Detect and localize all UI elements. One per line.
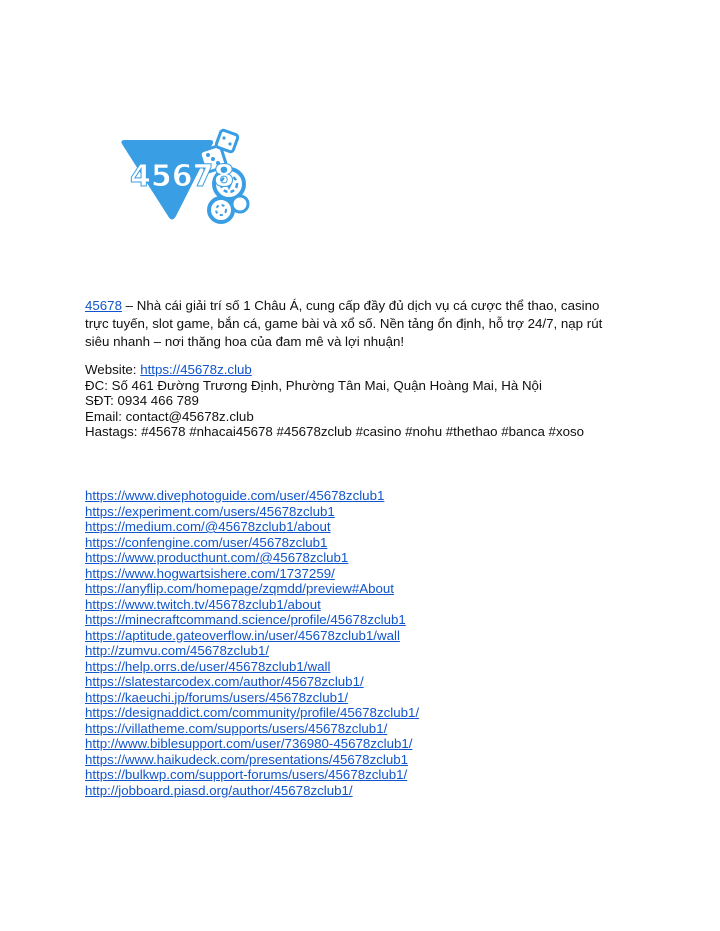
logo-wordmark: 45678 [130,159,235,194]
list-item [85,504,645,520]
list-item [85,566,645,582]
list-item [85,488,645,504]
list-item [85,535,645,551]
list-item [85,581,645,597]
list-item [85,628,645,644]
email-line: Email: contact@45678z.club [85,408,254,424]
list-item [85,736,645,752]
list-item [85,690,645,706]
backlink-list [85,488,645,798]
list-item [85,550,645,566]
backlink[interactable]: https://www.producthunt.com/@45678zclub1 [85,550,349,565]
backlink[interactable]: http://jobboard.piasd.org/author/45678zclub1/ [85,782,353,798]
backlink[interactable]: https://www.divephotoguide.com/user/45678zclub1 [85,488,385,503]
list-item [85,612,645,628]
list-item [85,752,645,768]
phone-line: SĐT: 0934 466 789 [85,393,199,408]
list-item [85,783,645,799]
backlink[interactable]: https://medium.com/@45678zclub1/about [85,519,331,534]
list-item [85,705,645,721]
backlink[interactable]: https://anyflip.com/homepage/zqmdd/preview#About [85,581,394,596]
list-item [85,659,645,675]
brand-logo [118,128,253,228]
address-line: ĐC: Số 461 Đường Trương Định, Phường Tân Mai, Quận Hoàng Mai, Hà Nội [85,377,542,393]
list-item [85,643,645,659]
backlink[interactable]: https://bulkwp.com/support-forums/users/45678zclub1/ [85,767,408,782]
backlink[interactable]: https://minecraftcommand.science/profile/45678zclub1 [85,612,406,627]
backlink[interactable]: https://confengine.com/user/45678zclub1 [85,534,328,550]
intro-description: – Nhà cái giải trí số 1 Châu Á, cung cấp đầy đủ dịch vụ cá cược thể thao, casino trực tuyến, slot game, bắn cá, game bài và xổ số. Nền tảng ổn định, hỗ trợ 24/7, nạp rút siêu nhanh – nơi thăng hoa của đam mê và lợi nhuận! [85,298,603,349]
website-link[interactable]: https://45678z.club [140,362,252,377]
hashtags-line: Hastags: #45678 #nhacai45678 #45678zclub #casino #nohu #thethao #banca #xoso [85,424,585,439]
backlink[interactable]: https://villatheme.com/supports/users/45678zclub1/ [85,720,388,736]
list-item [85,519,645,535]
backlink[interactable]: https://experiment.com/users/45678zclub1 [85,503,335,519]
backlink[interactable]: http://www.biblesupport.com/user/736980-45678zclub1/ [85,736,413,751]
backlink[interactable]: http://zumvu.com/45678zclub1/ [85,643,270,658]
list-item [85,767,645,783]
list-item [85,597,645,613]
backlink[interactable]: https://help.orrs.de/user/45678zclub1/wall [85,658,331,674]
backlink[interactable]: https://www.haikudeck.com/presentations/45678zclub1 [85,751,409,767]
backlink[interactable]: https://slatestarcodex.com/author/45678zclub1/ [85,674,364,689]
backlink[interactable]: https://designaddict.com/community/profile/45678zclub1/ [85,705,420,720]
contact-info [85,362,645,440]
intro-paragraph [85,297,625,351]
backlink[interactable]: https://aptitude.gateoverflow.in/user/45678zclub1/wall [85,627,400,643]
logo-graphic [118,128,253,228]
website-line [85,362,645,378]
website-label: Website: [85,362,141,377]
backlink[interactable]: https://kaeuchi.jp/forums/users/45678zclub1/ [85,689,349,705]
brand-link[interactable]: 45678 [85,298,122,313]
backlink[interactable]: https://www.twitch.tv/45678zclub1/about [85,596,321,612]
backlink[interactable]: https://www.hogwartsishere.com/1737259/ [85,565,335,581]
list-item [85,674,645,690]
list-item [85,721,645,737]
